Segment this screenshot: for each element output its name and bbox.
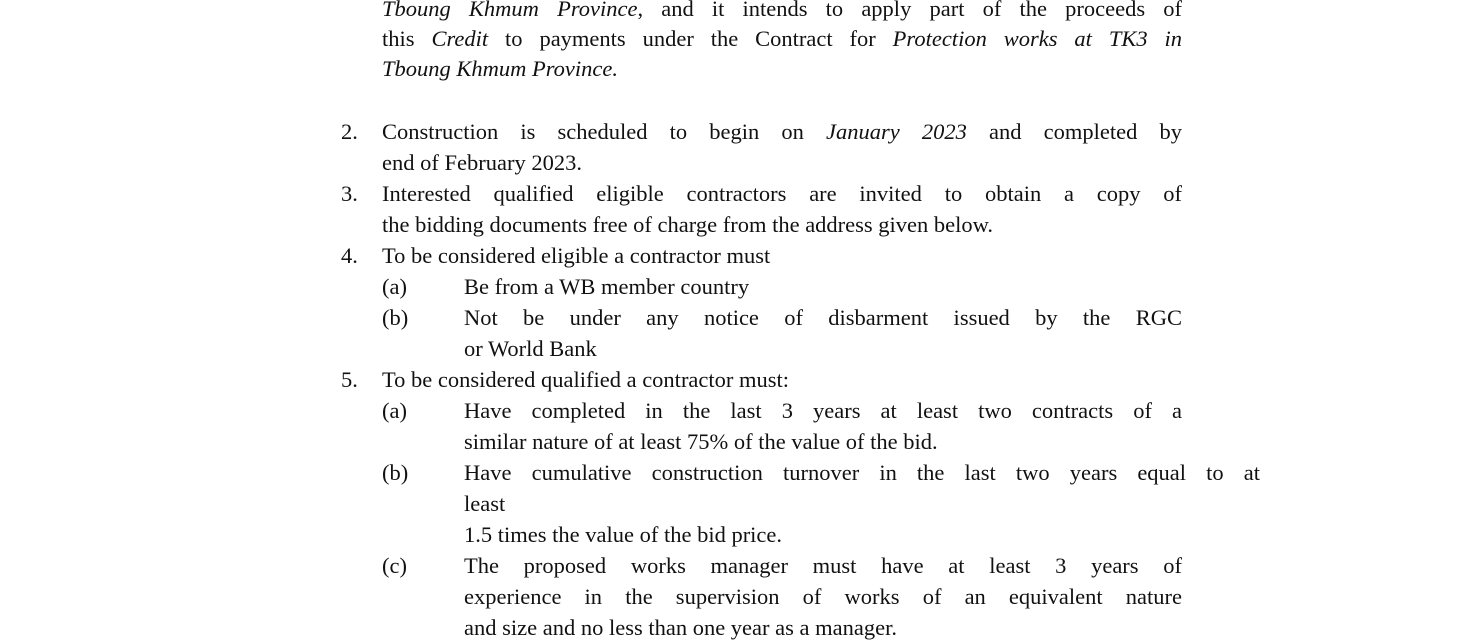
province-name: Tboung Khmum Province. bbox=[382, 56, 619, 81]
sub-item-label: (b) bbox=[382, 305, 409, 330]
province-name: Tboung Khmum Province bbox=[382, 0, 638, 21]
intro-line-1 bbox=[382, 0, 1182, 24]
sub-item-text: and size and no less than one year as a manager. bbox=[464, 615, 897, 640]
sub-item-label: (a) bbox=[382, 274, 407, 299]
start-date: January 2023 bbox=[826, 119, 967, 144]
intro-text: this bbox=[382, 26, 432, 51]
item-text: Construction is scheduled to begin on bbox=[382, 119, 827, 144]
item3-line-2: the bidding documents free of charge from the address given below. bbox=[382, 212, 994, 237]
sub-item-text: experience in the supervision of works of an equivalent nature bbox=[464, 584, 1182, 609]
sub-item-text: Not be under any notice of disbarment issued by the RGC bbox=[464, 305, 1182, 330]
item-number: 4. bbox=[341, 243, 358, 268]
sub-item-text: Have cumulative construction turnover in the last two years equal to at bbox=[464, 460, 1260, 485]
sub-item-label: (a) bbox=[382, 398, 407, 423]
item-number: 3. bbox=[341, 181, 358, 206]
sub-item-text: 1.5 times the value of the bid price. bbox=[464, 522, 783, 547]
item5-line-1: To be considered qualified a contractor must: bbox=[382, 367, 790, 392]
sub-item-label: (b) bbox=[382, 460, 409, 485]
item-number: 5. bbox=[341, 367, 358, 392]
sub-item-text: or World Bank bbox=[464, 336, 597, 361]
intro-line-3 bbox=[382, 53, 1182, 84]
sub-item-text: least bbox=[464, 491, 506, 516]
item3-line-1: Interested qualified eligible contractors are invited to obtain a copy of bbox=[382, 181, 1182, 206]
contract-name: Protection works at TK3 in bbox=[892, 26, 1182, 51]
sub-item-text: Have completed in the last 3 years at least two contracts of a bbox=[464, 398, 1182, 423]
item4-line-1: To be considered eligible a contractor must bbox=[382, 243, 771, 268]
item2-line-1 bbox=[382, 116, 1182, 147]
sub-item-text: Be from a WB member country bbox=[464, 274, 750, 299]
sub-item-text: The proposed works manager must have at least 3 years of bbox=[464, 553, 1182, 578]
intro-text: to payments under the Contract for bbox=[488, 26, 893, 51]
intro-line-2 bbox=[382, 23, 1182, 54]
item2-line-2: end of February 2023. bbox=[382, 150, 582, 175]
item-text: and completed by bbox=[966, 119, 1183, 144]
item-number: 2. bbox=[341, 119, 358, 144]
sub-item-label: (c) bbox=[382, 553, 407, 578]
sub-item-text: similar nature of at least 75% of the value of the bid. bbox=[464, 429, 938, 454]
credit-term: Credit bbox=[431, 26, 489, 51]
intro-text: , and it intends to apply part of the proceeds of bbox=[637, 0, 1182, 21]
